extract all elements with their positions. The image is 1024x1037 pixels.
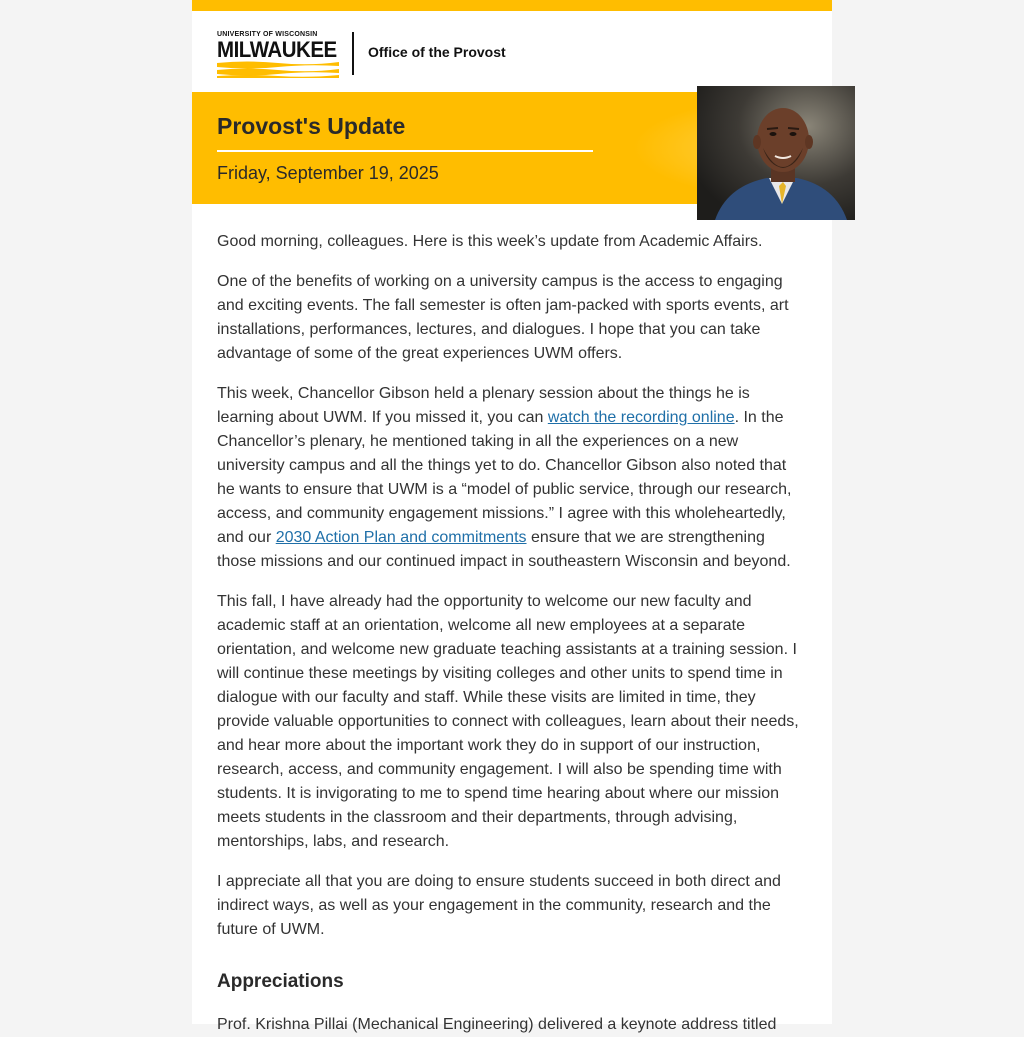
issue-date: Friday, September 19, 2025: [217, 163, 439, 183]
logo-waves-icon: [217, 60, 339, 78]
watch-recording-link[interactable]: watch the recording online: [547, 409, 735, 426]
keynote-paragraph: Prof. Krishna Pillai (Mechanical Engineering) delivered a keynote address titled: [217, 1016, 777, 1033]
banner: [192, 92, 832, 204]
masthead: [192, 11, 832, 92]
logo-university-text: UNIVERSITY OF WISCONSIN: [217, 31, 318, 38]
appreciations-heading: Appreciations: [217, 971, 344, 992]
top-accent-bar: [192, 0, 832, 11]
office-name: Office of the Provost: [368, 44, 506, 60]
action-plan-link[interactable]: 2030 Action Plan and commitments: [275, 529, 527, 546]
plenary-text-3: ensure that we are strengthening those missions and our continued impact in southeastern Wisconsin and beyond.: [217, 529, 791, 570]
newsletter-page: [192, 0, 832, 1033]
provost-portrait-image: [697, 86, 855, 220]
plenary-text-1: This week, Chancellor Gibson held a plenary session about the things he is learning about UWM. If you missed it, you can: [217, 385, 750, 426]
appreciation-paragraph: I appreciate all that you are doing to ensure students succeed in both direct and indirect ways, as well as your engagement in the community, research and the future of UWM.: [217, 873, 781, 938]
provost-portrait: [697, 86, 855, 220]
page-title: Provost's Update: [217, 113, 406, 139]
greeting-paragraph: Good morning, colleagues. Here is this week’s update from Academic Affairs.: [217, 233, 763, 250]
logo-milwaukee-text: MILWAUKEE: [217, 37, 337, 62]
plenary-text-2: . In the Chancellor’s plenary, he mentioned taking in all the experiences on a new university campus and all the things yet to do. Chancellor Gibson also noted that he wants to ensure that UWM is a “model of public service, through our research, access, and community engagement missions.” I agree with this wholeheartedly, and our: [217, 409, 792, 546]
plenary-paragraph: [217, 382, 807, 574]
title-rule: [217, 150, 593, 152]
masthead-divider: [352, 32, 354, 75]
uwm-logo[interactable]: [217, 31, 339, 77]
newsletter-body: [192, 204, 832, 1037]
orientation-paragraph: This fall, I have already had the opportunity to welcome our new faculty and academic staff at an orientation, welcome all new employees at a separate orientation, and welcome new graduate teaching assistants at a training session. I will continue these meetings by visiting colleges and other units to spend time in dialogue with our faculty and staff. While these visits are limited in time, they provide valuable opportunities to connect with colleagues, learn about their needs, and hear more about the important work they do in support of our instruction, research, access, and community engagement. I will also be spending time with students. It is invigorating to me to spend time hearing about where our mission meets students in the classroom and their departments, through advising, mentorships, labs, and research.: [217, 593, 799, 850]
events-paragraph: One of the benefits of working on a university campus is the access to engaging and exciting events. The fall semester is often jam-packed with sports events, art installations, performances, lectures, and dialogues. I hope that you can take advantage of some of the great experiences UWM offers.: [217, 273, 789, 362]
